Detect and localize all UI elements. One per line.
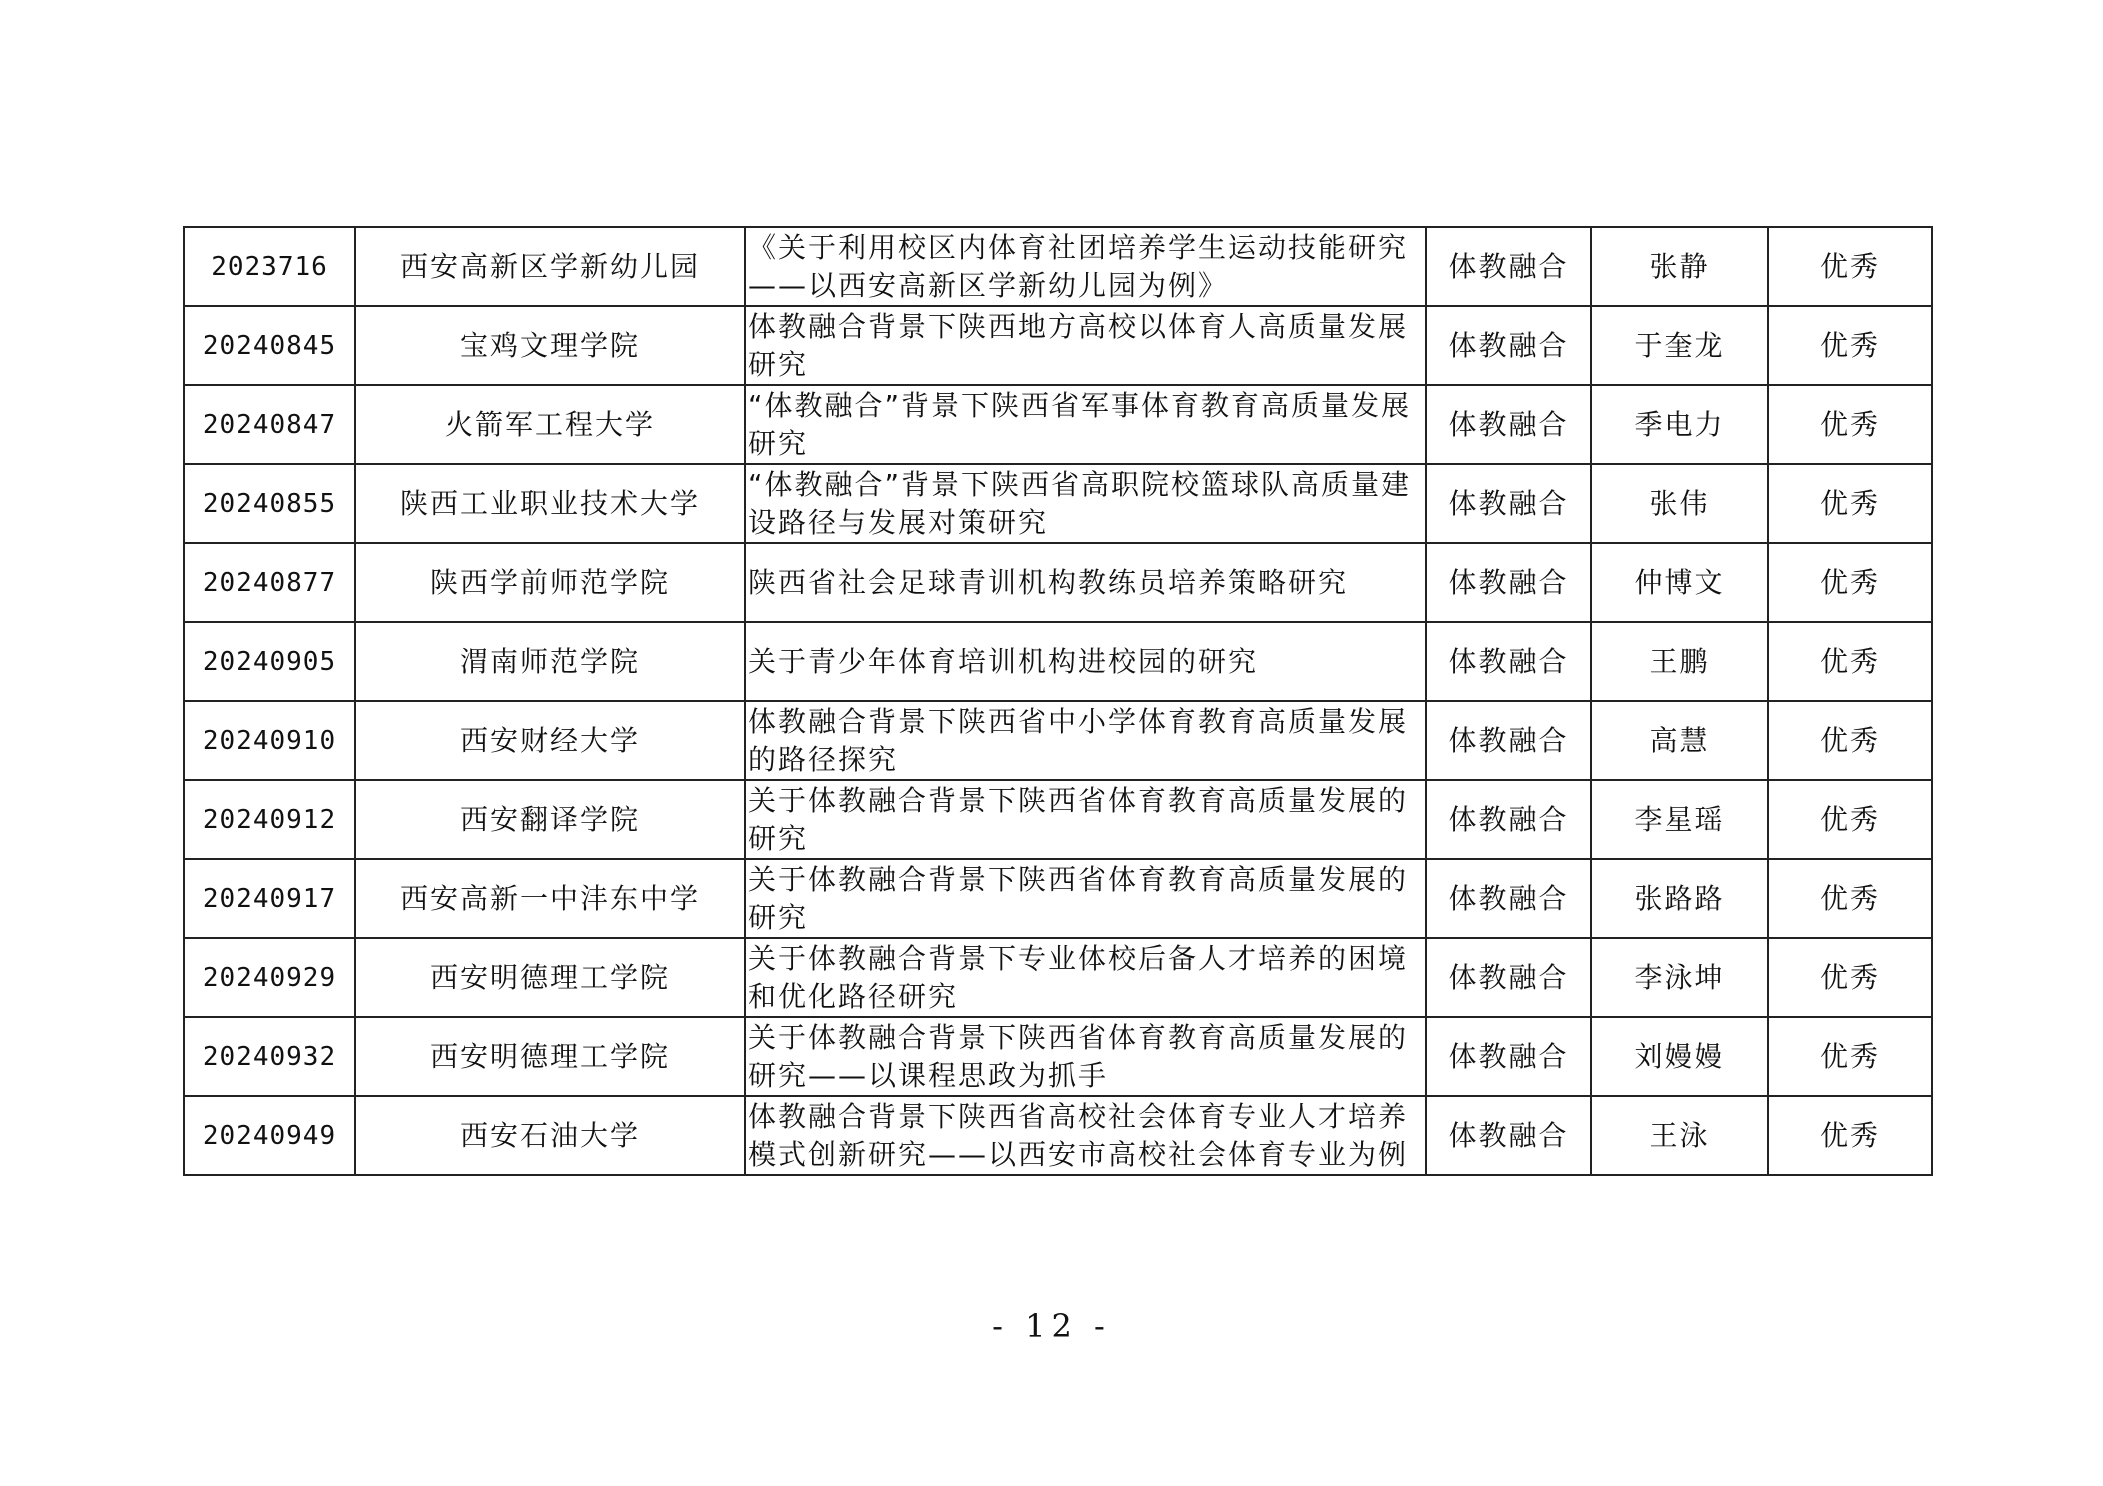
- leader-cell: 于奎龙: [1591, 306, 1768, 385]
- table-row: [184, 306, 1932, 385]
- grade-cell: 优秀: [1768, 1017, 1932, 1096]
- leader-cell: 刘嫚嫚: [1591, 1017, 1768, 1096]
- leader-cell: 王鹏: [1591, 622, 1768, 701]
- project-title-cell: 《关于利用校区内体育社团培养学生运动技能研究——以西安高新区学新幼儿园为例》: [745, 227, 1426, 306]
- table-row: [184, 227, 1932, 306]
- page-number: - 12 -: [992, 1307, 1111, 1345]
- category-cell: 体教融合: [1426, 227, 1591, 306]
- category-cell: 体教融合: [1426, 464, 1591, 543]
- project-title-cell: 体教融合背景下陕西省中小学体育教育高质量发展的路径探究: [745, 701, 1426, 780]
- unit-cell: 陕西学前师范学院: [355, 543, 745, 622]
- unit-cell: 西安翻译学院: [355, 780, 745, 859]
- project-id-cell: 20240917: [184, 859, 355, 938]
- grade-cell: 优秀: [1768, 1096, 1932, 1175]
- table-row: [184, 464, 1932, 543]
- category-cell: 体教融合: [1426, 1017, 1591, 1096]
- unit-cell: 宝鸡文理学院: [355, 306, 745, 385]
- project-title-cell: 陕西省社会足球青训机构教练员培养策略研究: [745, 543, 1426, 622]
- project-title-cell: 关于体教融合背景下陕西省体育教育高质量发展的研究: [745, 859, 1426, 938]
- grade-cell: 优秀: [1768, 306, 1932, 385]
- unit-cell: 陕西工业职业技术大学: [355, 464, 745, 543]
- project-title-cell: 体教融合背景下陕西省高校社会体育专业人才培养模式创新研究——以西安市高校社会体育专业为例: [745, 1096, 1426, 1175]
- leader-cell: 王泳: [1591, 1096, 1768, 1175]
- grade-cell: 优秀: [1768, 938, 1932, 1017]
- project-id-cell: 20240877: [184, 543, 355, 622]
- category-cell: 体教融合: [1426, 938, 1591, 1017]
- unit-cell: 西安高新区学新幼儿园: [355, 227, 745, 306]
- leader-cell: 张路路: [1591, 859, 1768, 938]
- project-id-cell: 20240847: [184, 385, 355, 464]
- table-row: [184, 622, 1932, 701]
- grade-cell: 优秀: [1768, 464, 1932, 543]
- unit-cell: 火箭军工程大学: [355, 385, 745, 464]
- category-cell: 体教融合: [1426, 701, 1591, 780]
- project-id-cell: 2023716: [184, 227, 355, 306]
- category-cell: 体教融合: [1426, 859, 1591, 938]
- leader-cell: 高慧: [1591, 701, 1768, 780]
- grade-cell: 优秀: [1768, 385, 1932, 464]
- category-cell: 体教融合: [1426, 543, 1591, 622]
- grade-cell: 优秀: [1768, 227, 1932, 306]
- leader-cell: 李泳坤: [1591, 938, 1768, 1017]
- table-body: [184, 227, 1932, 1175]
- project-title-cell: 关于体教融合背景下陕西省体育教育高质量发展的研究: [745, 780, 1426, 859]
- table-row: [184, 938, 1932, 1017]
- project-id-cell: 20240845: [184, 306, 355, 385]
- grade-cell: 优秀: [1768, 701, 1932, 780]
- unit-cell: 西安财经大学: [355, 701, 745, 780]
- category-cell: 体教融合: [1426, 622, 1591, 701]
- grade-cell: 优秀: [1768, 543, 1932, 622]
- project-id-cell: 20240912: [184, 780, 355, 859]
- unit-cell: 渭南师范学院: [355, 622, 745, 701]
- table-row: [184, 385, 1932, 464]
- table-row: [184, 780, 1932, 859]
- leader-cell: 李星瑶: [1591, 780, 1768, 859]
- project-id-cell: 20240949: [184, 1096, 355, 1175]
- project-title-cell: “体教融合”背景下陕西省军事体育教育高质量发展研究: [745, 385, 1426, 464]
- project-title-cell: 体教融合背景下陕西地方高校以体育人高质量发展研究: [745, 306, 1426, 385]
- results-table: [183, 226, 1933, 1176]
- grade-cell: 优秀: [1768, 622, 1932, 701]
- category-cell: 体教融合: [1426, 1096, 1591, 1175]
- grade-cell: 优秀: [1768, 859, 1932, 938]
- project-title-cell: “体教融合”背景下陕西省高职院校篮球队高质量建设路径与发展对策研究: [745, 464, 1426, 543]
- leader-cell: 张伟: [1591, 464, 1768, 543]
- leader-cell: 张静: [1591, 227, 1768, 306]
- project-title-cell: 关于体教融合背景下专业体校后备人才培养的困境和优化路径研究: [745, 938, 1426, 1017]
- project-id-cell: 20240910: [184, 701, 355, 780]
- project-id-cell: 20240932: [184, 1017, 355, 1096]
- table-row: [184, 701, 1932, 780]
- project-title-cell: 关于体教融合背景下陕西省体育教育高质量发展的研究——以课程思政为抓手: [745, 1017, 1426, 1096]
- project-id-cell: 20240855: [184, 464, 355, 543]
- unit-cell: 西安明德理工学院: [355, 938, 745, 1017]
- table-row: [184, 1017, 1932, 1096]
- project-id-cell: 20240905: [184, 622, 355, 701]
- table-row: [184, 543, 1932, 622]
- unit-cell: 西安高新一中沣东中学: [355, 859, 745, 938]
- leader-cell: 仲博文: [1591, 543, 1768, 622]
- unit-cell: 西安明德理工学院: [355, 1017, 745, 1096]
- category-cell: 体教融合: [1426, 780, 1591, 859]
- unit-cell: 西安石油大学: [355, 1096, 745, 1175]
- grade-cell: 优秀: [1768, 780, 1932, 859]
- category-cell: 体教融合: [1426, 306, 1591, 385]
- project-id-cell: 20240929: [184, 938, 355, 1017]
- project-title-cell: 关于青少年体育培训机构进校园的研究: [745, 622, 1426, 701]
- leader-cell: 季电力: [1591, 385, 1768, 464]
- category-cell: 体教融合: [1426, 385, 1591, 464]
- table-row: [184, 1096, 1932, 1175]
- table-row: [184, 859, 1932, 938]
